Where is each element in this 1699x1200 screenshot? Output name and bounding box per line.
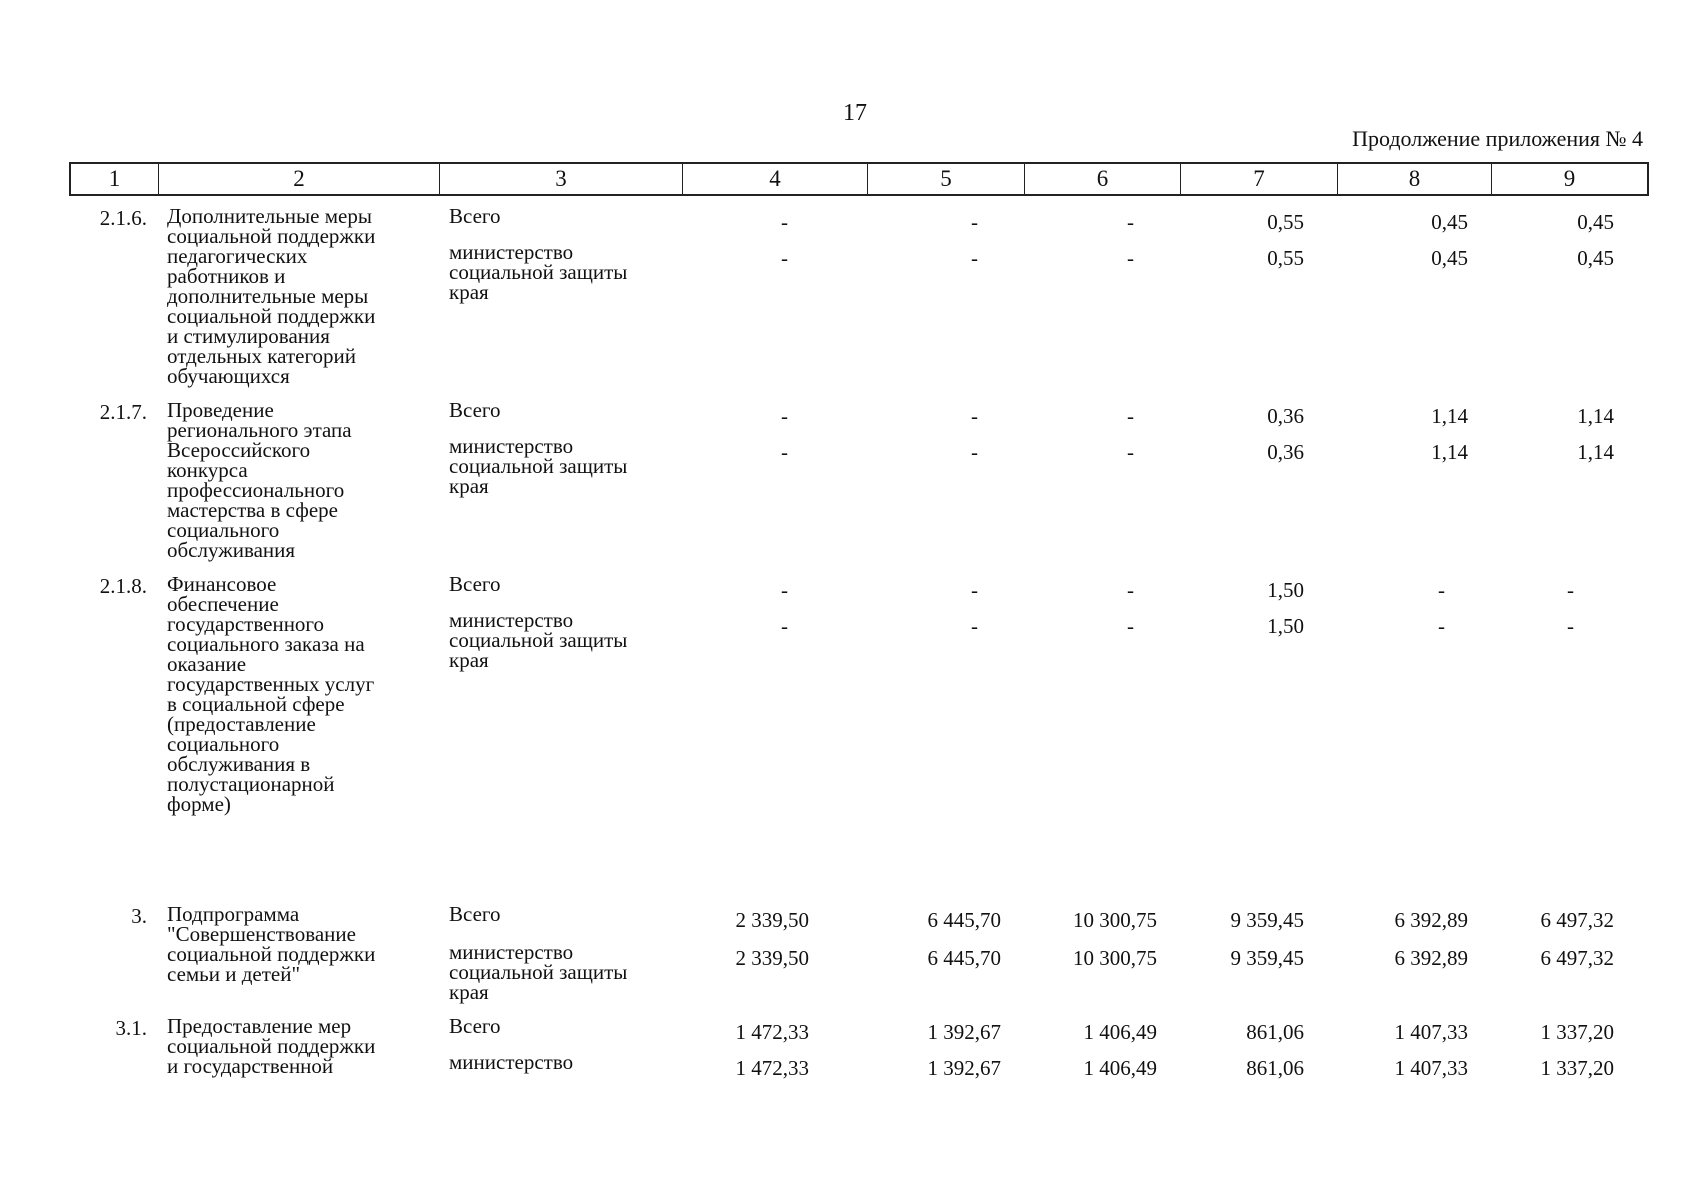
value-cell: 10 300,75 — [1073, 946, 1157, 970]
row-name: Дополнительные меры социальной поддержки педагогических работников и дополнительные меры социальной поддержки и стимулирования отдельных категорий обучающихся — [167, 204, 376, 388]
value-cell: - — [781, 440, 788, 464]
ministry-label: министерство социальной защиты края — [449, 940, 628, 1004]
ministry-label: министерство социальной защиты края — [449, 240, 628, 304]
value-cell: - — [1127, 614, 1134, 638]
value-cell: - — [971, 246, 978, 270]
ministry-values — [681, 246, 1649, 271]
column-header: 8 — [1338, 164, 1492, 194]
value-cell: 0,45 — [1577, 210, 1614, 234]
value-cell: - — [971, 578, 978, 602]
continuation-note: Продолжение приложения № 4 — [1352, 126, 1643, 151]
value-cell: 2 339,50 — [735, 908, 809, 932]
total-values — [681, 578, 1649, 603]
value-cell: 1 392,67 — [927, 1056, 1001, 1080]
column-header: 5 — [868, 164, 1025, 194]
value-cell: - — [1567, 614, 1574, 638]
value-cell: - — [781, 614, 788, 638]
total-values — [681, 1020, 1649, 1045]
row-number: 2.1.6. — [99, 206, 147, 230]
value-cell: 1 337,20 — [1540, 1056, 1614, 1080]
value-cell: - — [971, 440, 978, 464]
value-cell: - — [971, 210, 978, 234]
column-header: 9 — [1563, 166, 1576, 191]
total-values — [681, 404, 1649, 429]
value-cell: - — [1438, 578, 1445, 602]
value-cell: 0,45 — [1431, 210, 1468, 234]
value-cell: 0,45 — [1431, 246, 1468, 270]
value-cell: - — [1127, 440, 1134, 464]
value-cell: - — [1438, 614, 1445, 638]
ministry-values — [681, 946, 1649, 971]
total-label: Всего — [449, 398, 501, 422]
total-label: Всего — [449, 572, 501, 596]
value-cell: 1 472,33 — [735, 1056, 809, 1080]
column-header: 4 — [683, 164, 868, 194]
value-cell: 9 359,45 — [1230, 908, 1304, 932]
value-cell: 1,50 — [1267, 578, 1304, 602]
value-cell: - — [781, 578, 788, 602]
value-cell: - — [1127, 246, 1134, 270]
page-number: 17 — [843, 100, 867, 126]
value-cell: - — [781, 210, 788, 234]
total-label: Всего — [449, 1014, 501, 1038]
value-cell: 0,36 — [1267, 440, 1304, 464]
value-cell: 1 406,49 — [1083, 1056, 1157, 1080]
row-name: Проведение регионального этапа Всероссийского конкурса профессионального мастерства в сфере социального обслуживания — [167, 398, 352, 562]
value-cell: 6 497,32 — [1540, 946, 1614, 970]
value-cell: 1,14 — [1431, 404, 1468, 428]
value-cell: - — [971, 614, 978, 638]
value-cell: - — [781, 246, 788, 270]
total-label: Всего — [449, 902, 501, 926]
column-header: 1 — [71, 164, 159, 194]
value-cell: 1,14 — [1577, 404, 1614, 428]
value-cell: 0,45 — [1577, 246, 1614, 270]
value-cell: 1 406,49 — [1083, 1020, 1157, 1044]
value-cell: 6 445,70 — [927, 946, 1001, 970]
value-cell: 10 300,75 — [1073, 908, 1157, 932]
ministry-label: министерство — [449, 1050, 574, 1074]
value-cell: 1 472,33 — [735, 1020, 809, 1044]
value-cell: 6 392,89 — [1394, 946, 1468, 970]
column-header: 7 — [1181, 164, 1338, 194]
row-name: Предоставление мер социальной поддержки и государственной — [167, 1014, 376, 1078]
ministry-label: министерство социальной защиты края — [449, 434, 628, 498]
value-cell: 1 407,33 — [1394, 1056, 1468, 1080]
value-cell: - — [1127, 210, 1134, 234]
ministry-values — [681, 614, 1649, 639]
value-cell: 861,06 — [1246, 1020, 1304, 1044]
value-cell: - — [781, 404, 788, 428]
value-cell: 1,14 — [1431, 440, 1468, 464]
row-name: Финансовое обеспечение государственного социального заказа на оказание государственных услуг в социальной сфере (предоставление социального обслуживания в полустационарной форме) — [167, 572, 375, 816]
value-cell: 9 359,45 — [1230, 946, 1304, 970]
ministry-values — [681, 1056, 1649, 1081]
row-name: Подпрограмма "Совершенствование социальной поддержки семьи и детей" — [167, 902, 376, 986]
value-cell: 6 445,70 — [927, 908, 1001, 932]
value-cell: 1 337,20 — [1540, 1020, 1614, 1044]
value-cell: - — [1127, 404, 1134, 428]
value-cell: - — [1127, 578, 1134, 602]
value-cell: 1,14 — [1577, 440, 1614, 464]
value-cell: 0,55 — [1267, 210, 1304, 234]
value-cell: 0,55 — [1267, 246, 1304, 270]
value-cell: 1 407,33 — [1394, 1020, 1468, 1044]
value-cell: 861,06 — [1246, 1056, 1304, 1080]
row-number: 2.1.8. — [99, 574, 147, 598]
row-number: 2.1.7. — [99, 400, 147, 424]
value-cell: - — [1567, 578, 1574, 602]
row-number: 3.1. — [115, 1016, 147, 1040]
total-values — [681, 210, 1649, 235]
total-label: Всего — [449, 204, 501, 228]
ministry-values — [681, 440, 1649, 465]
table-header — [69, 162, 1649, 196]
total-values — [681, 908, 1649, 933]
value-cell: 1 392,67 — [927, 1020, 1001, 1044]
row-number: 3. — [131, 904, 147, 928]
ministry-label: министерство социальной защиты края — [449, 608, 628, 672]
value-cell: - — [971, 404, 978, 428]
value-cell: 1,50 — [1267, 614, 1304, 638]
column-header: 2 — [159, 164, 440, 194]
value-cell: 6 392,89 — [1394, 908, 1468, 932]
value-cell: 0,36 — [1267, 404, 1304, 428]
value-cell: 2 339,50 — [735, 946, 809, 970]
column-header: 6 — [1025, 164, 1181, 194]
value-cell: 6 497,32 — [1540, 908, 1614, 932]
column-header: 3 — [440, 164, 683, 194]
